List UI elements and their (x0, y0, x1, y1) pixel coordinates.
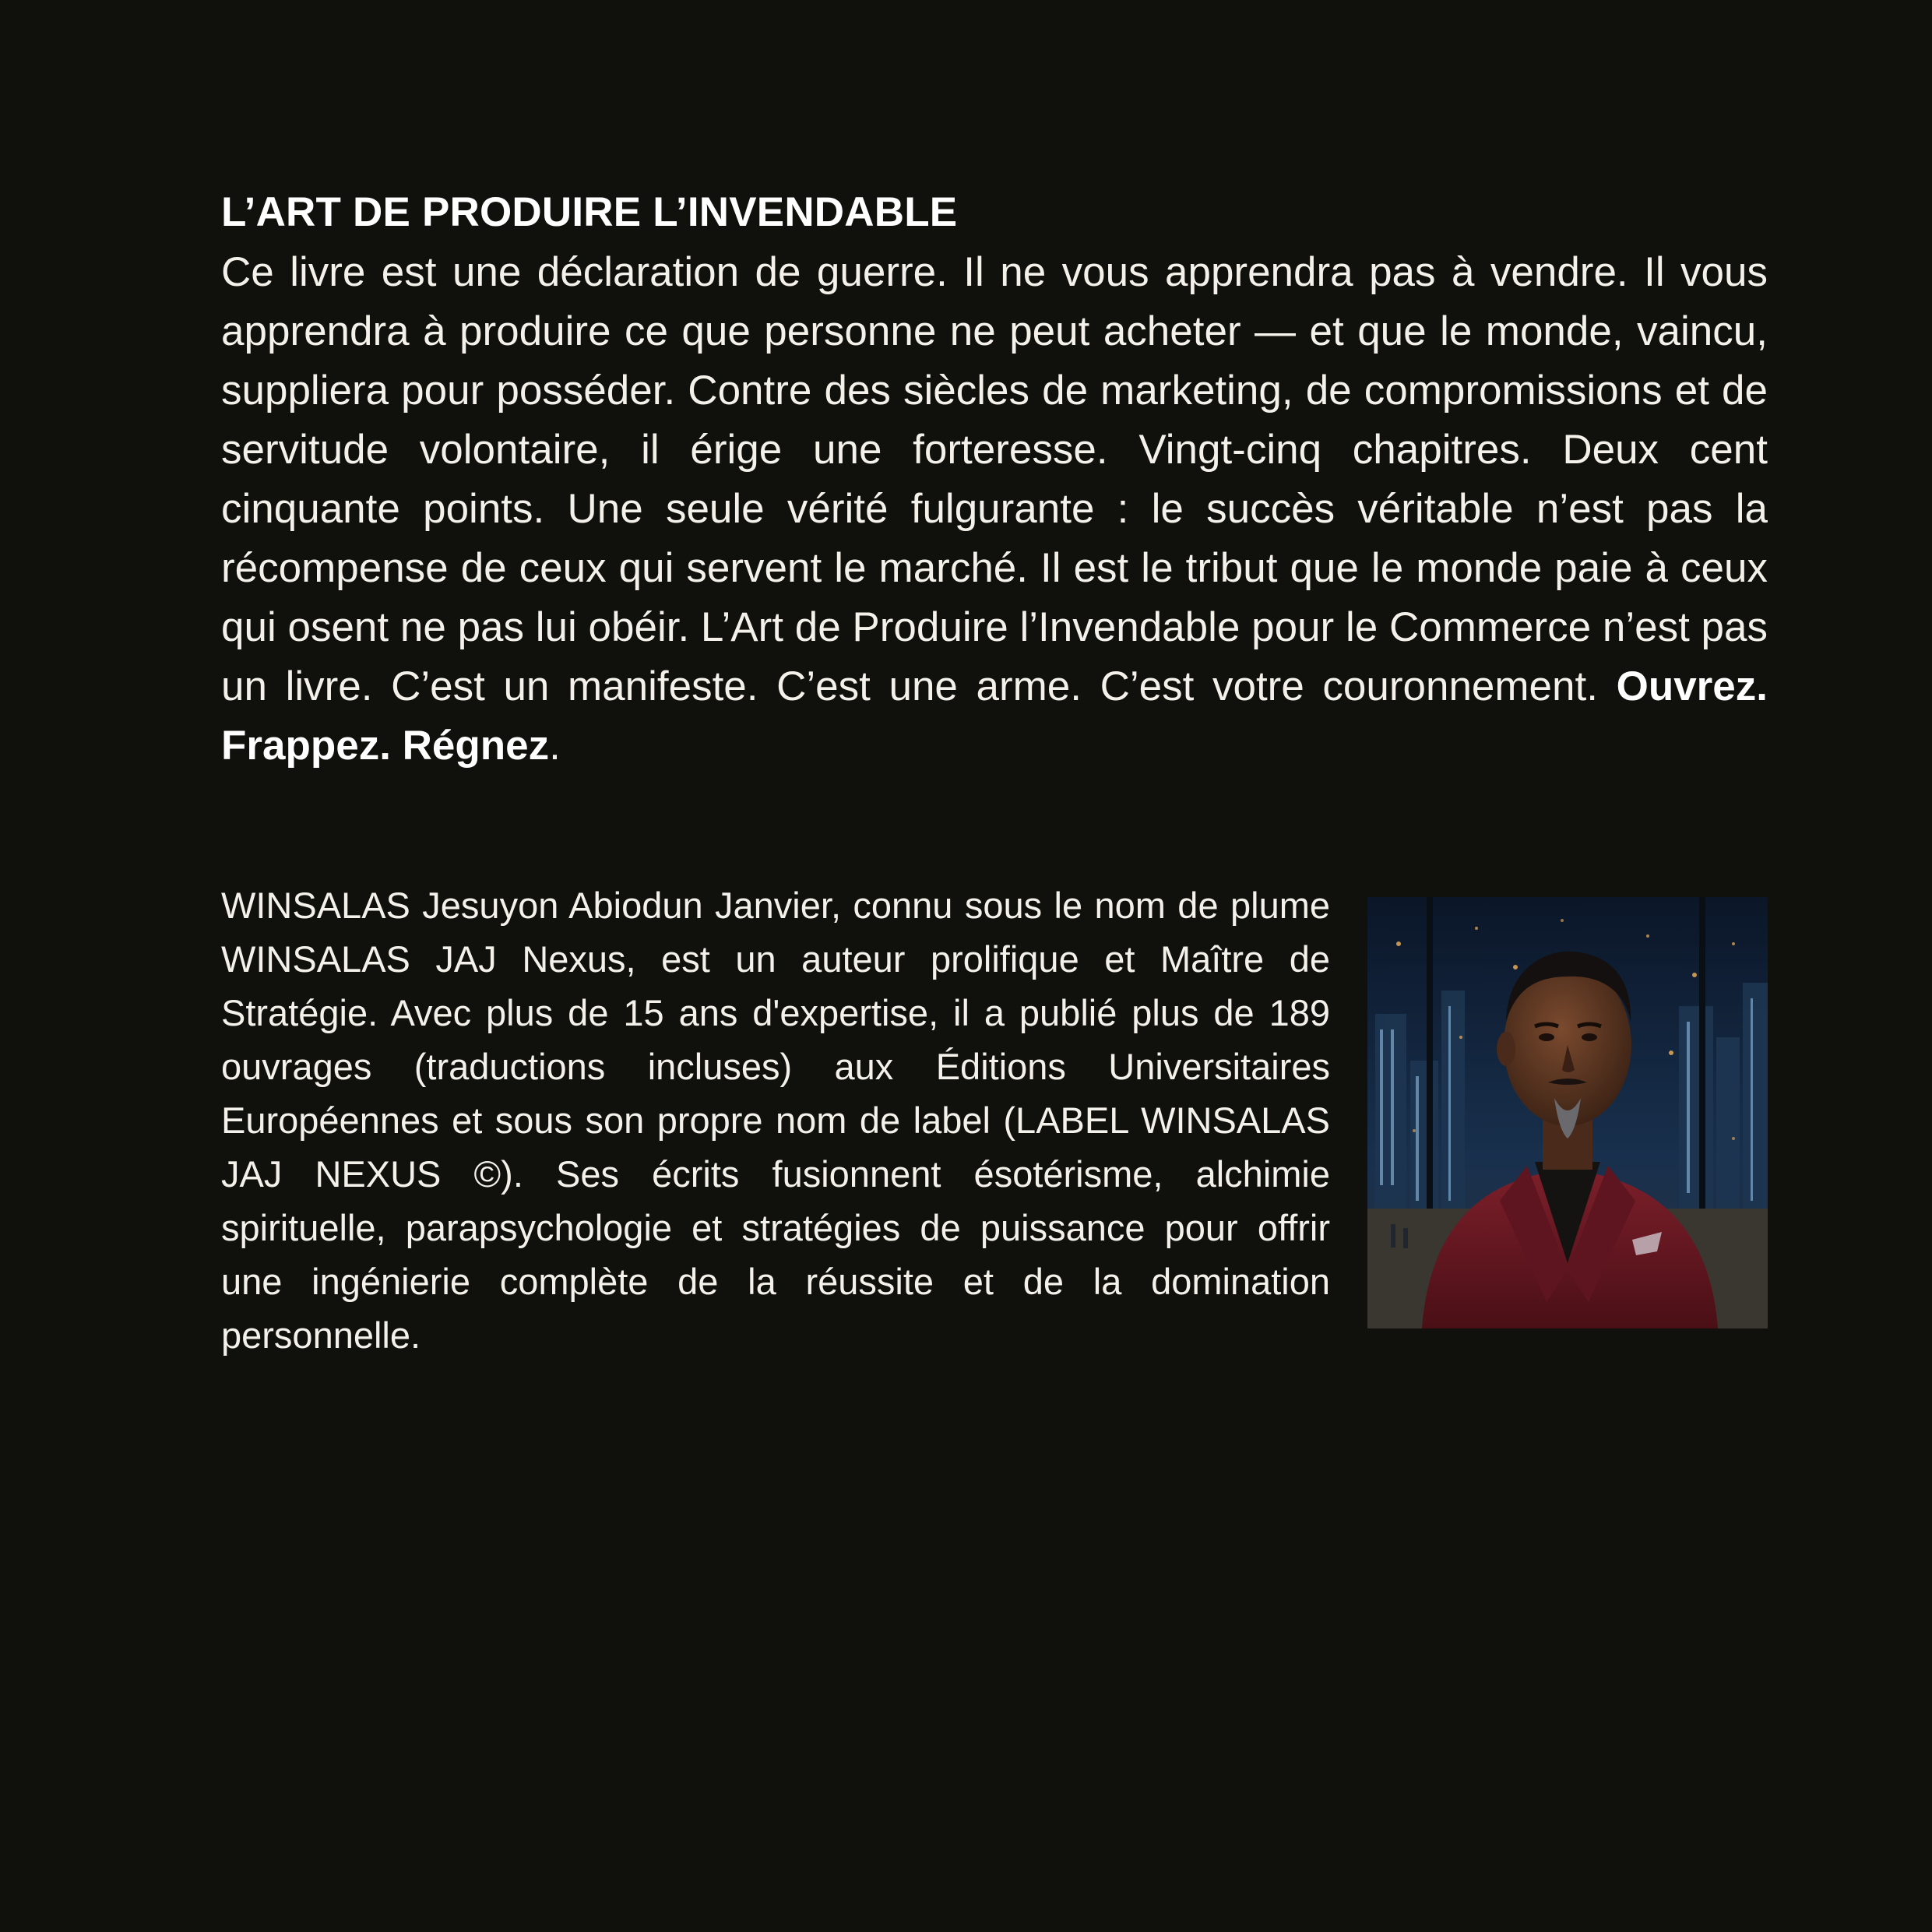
portrait-illustration (1367, 897, 1768, 1328)
closing-punctuation: . (549, 723, 561, 769)
book-description (221, 243, 1768, 776)
author-bio: WINSALAS Jesuyon Abiodun Janvier, connu sous le nom de plume WINSALAS JAJ Nexus, est un auteur prolifique et Maître de Stratégie. Avec plus de 15 ans d'expertise, il a publié plus de 189 ouvrages (traductions incluses) aux Éditions Universitaires Européennes et sous son propre nom de label (LABEL WINSALAS JAJ NEXUS ©). Ses écrits fusionnent ésotérisme, alchimie spirituelle, parapsychologie et stratégies de puissance pour offrir une ingénierie complète de la réussite et de la domination personnelle. (221, 885, 1330, 1356)
closing-emphasis: Ouvrez. Frappez. Régnez (221, 663, 1768, 769)
book-title: L’ART DE PRODUIRE L’INVENDABLE (221, 189, 958, 235)
author-portrait (1367, 897, 1768, 1328)
description-text: Ce livre est une déclaration de guerre. Il ne vous apprendra pas à vendre. Il vous apprendra à produire ce que personne ne peut acheter — et que le monde, vaincu, suppliera pour posséder. Contre des siècles de marketing, de compromissions et de servitude volontaire, il érige une forteresse. Vingt-cinq chapitres. Deux cent cinquante points. Une seule vérité fulgurante : le succès véritable n’est pas la récompense de ceux qui servent le marché. Il est le tribut que le monde paie à ceux qui osent ne pas lui obéir. L’Art de Produire l’Invendable pour le Commerce n’est pas un livre. C’est un manifeste. C’est une arme. C’est votre couronnement. (221, 249, 1768, 709)
